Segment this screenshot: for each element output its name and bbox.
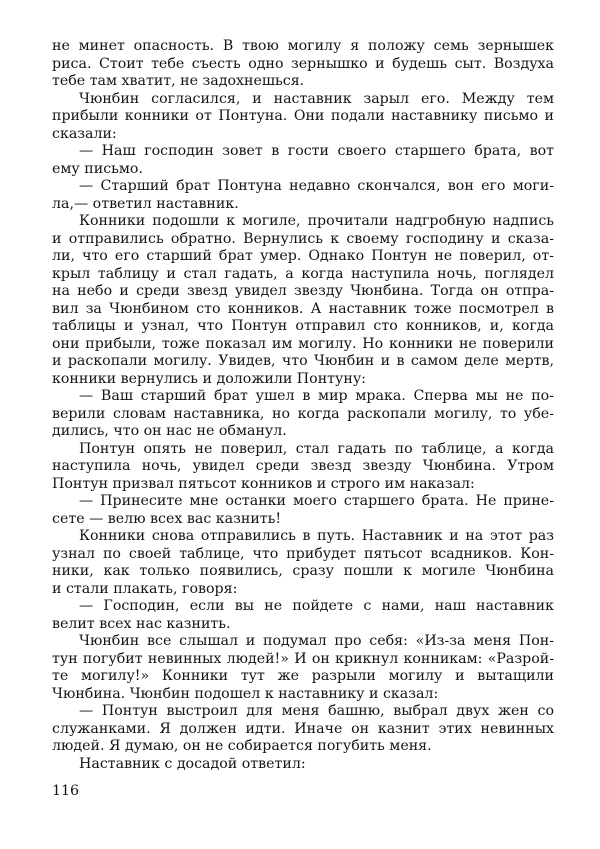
paragraph xyxy=(52,178,554,213)
text-line: людей. Я думаю, он не собирается погубить меня. xyxy=(52,738,432,754)
text-line: те могилу!» Конники тут же разрыли могилу и вытащили xyxy=(52,668,554,684)
text-line: Понтун опять не поверил, стал гадать по таблице, а когда xyxy=(79,440,554,457)
text-line: — Ваш старший брат ушел в мир мрака. Сперва мы не по- xyxy=(79,388,554,404)
paragraph xyxy=(52,91,554,144)
text-line: Чюнбин согласился, и наставник зарыл его. Между тем xyxy=(79,90,554,107)
paragraph xyxy=(52,598,554,633)
text-line: и отправились обратно. Вернулись к своему господину и сказа- xyxy=(52,230,554,247)
text-line: дились, что он нас не обманул. xyxy=(52,423,287,439)
text-line: велит всех нас казнить. xyxy=(52,615,231,632)
paragraph xyxy=(52,703,554,756)
text-line: — Старший брат Понтуна недавно скончался, вон его моги- xyxy=(79,178,554,194)
paragraph xyxy=(52,441,554,494)
text-line: ники, как только появились, сразу пошли к могиле Чюнбина xyxy=(52,563,554,579)
paragraph xyxy=(52,388,554,441)
text-line: вил за Чюнбином сто конников. А наставник тоже посмотрел в xyxy=(52,300,554,317)
text-line: сказали: xyxy=(52,125,117,142)
text-line: Конники подошли к могиле, прочитали надгробную надпись xyxy=(79,213,554,229)
text-line: и стали плакать, говоря: xyxy=(52,580,238,597)
text-line: тун погубит невинных людей!» И он крикнул конникам: «Разрой- xyxy=(52,650,554,667)
text-line: — Наш господин зовет в гости своего старшего брата, вот xyxy=(79,143,554,159)
paragraph xyxy=(52,756,554,774)
text-line: Чюнбин все слышал и подумал про себя: «Из-за меня Пон- xyxy=(79,633,554,649)
text-line: Понтун призвал пятьсот конников и строго им наказал: xyxy=(52,475,475,492)
text-line: ему письмо. xyxy=(52,160,143,177)
paragraph xyxy=(52,143,554,178)
text-line: крыл таблицу и стал гадать, а когда наступила ночь, поглядел xyxy=(52,265,554,282)
text-line: наступила ночь, увидел среди звезд звезду Чюнбина. Утром xyxy=(52,458,554,474)
text-line: и раскопали могилу. Увидев, что Чюнбин и в самом деле мертв, xyxy=(52,353,554,369)
text-line: сете — велю всех вас казнить! xyxy=(52,510,282,527)
paragraph xyxy=(52,493,554,528)
text-line: они прибыли, тоже показал им могилу. Но конники не поверили xyxy=(52,335,554,352)
paragraph xyxy=(52,633,554,703)
text-line: служанками. Я должен идти. Иначе он казнит этих невинных xyxy=(52,720,554,737)
paragraph xyxy=(52,213,554,388)
text-line: — Понтун выстроил для меня башню, выбрал двух жен со xyxy=(79,703,554,719)
text-line: прибыли конники от Понтуна. Они подали наставнику письмо и xyxy=(52,108,554,124)
text-line: ла,— ответил наставник. xyxy=(52,195,239,212)
page-text xyxy=(52,38,554,773)
text-line: — Принесите мне останки моего старшего брата. Не прине- xyxy=(79,493,554,509)
text-line: Конники снова отправились в путь. Наставник и на этот раз xyxy=(79,528,554,544)
text-line: таблицы и узнал, что Понтун отправил сто конников, и, когда xyxy=(52,318,554,334)
text-line: конники вернулись и доложили Понтуну: xyxy=(52,370,366,387)
paragraph xyxy=(52,38,554,91)
paragraph xyxy=(52,528,554,598)
text-line: не минет опасность. В твою могилу я положу семь зернышек xyxy=(52,38,554,54)
page-number: 116 xyxy=(52,783,80,799)
text-line: тебе там хватит, не задохнешься. xyxy=(52,73,305,89)
text-line: узнал по своей таблице, что прибудет пятьсот всадников. Кон- xyxy=(52,545,554,562)
text-line: — Господин, если вы не пойдете с нами, наш наставник xyxy=(79,598,554,614)
text-line: Наставник с досадой ответил: xyxy=(79,755,306,772)
text-line: ли, что его старший брат умер. Однако Понтун не поверил, от- xyxy=(52,248,554,264)
text-line: риса. Стоит тебе съесть одно зернышко и будешь сыт. Воздуха xyxy=(52,55,554,72)
text-line: верили словам наставника, но когда раскопали могилу, то убе- xyxy=(52,405,554,422)
text-line: на небо и среди звезд увидел звезду Чюнбина. Тогда он отпра- xyxy=(52,283,554,299)
text-line: Чюнбина. Чюнбин подошел к наставнику и сказал: xyxy=(52,685,439,702)
